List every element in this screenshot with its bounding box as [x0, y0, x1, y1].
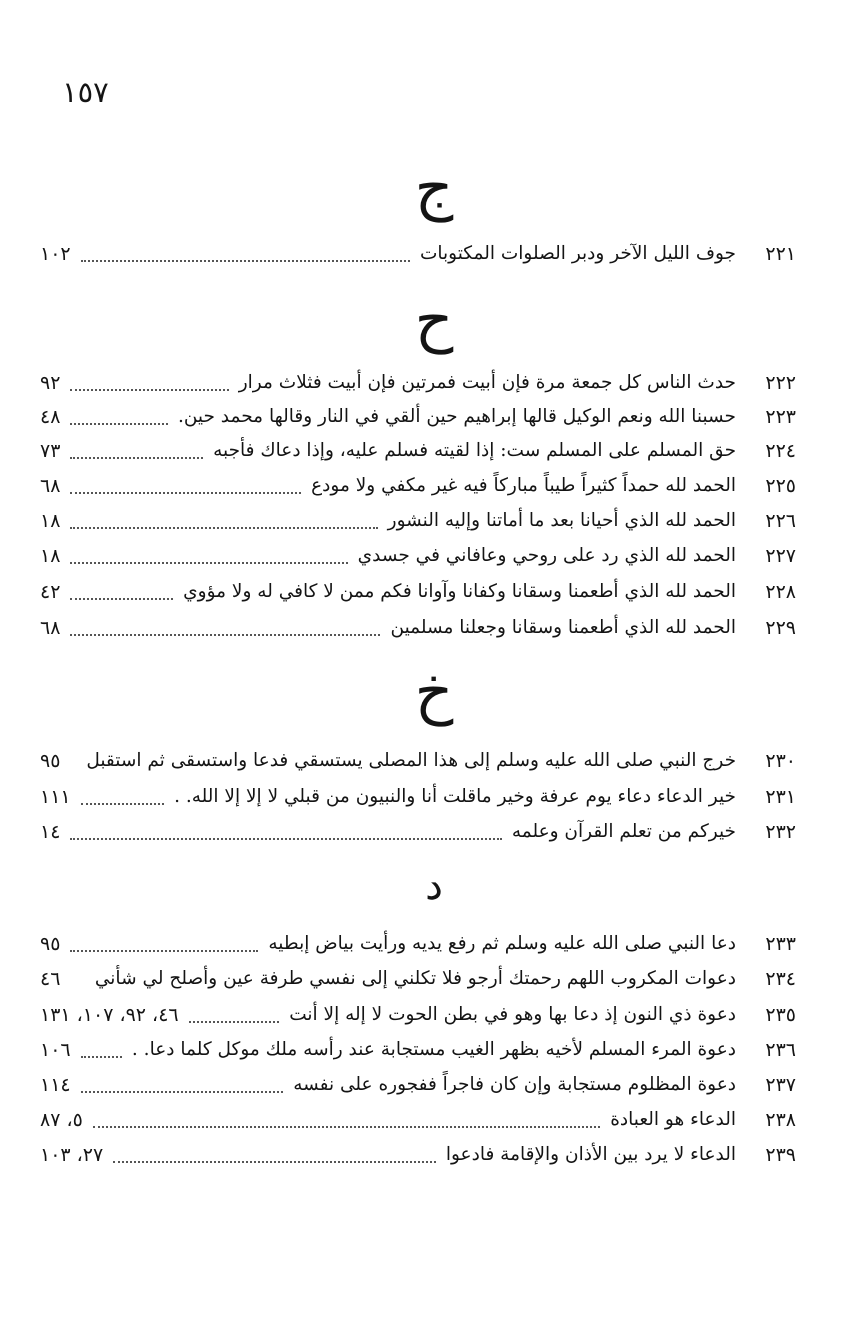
entry-number: ٢٣٥	[765, 1004, 796, 1026]
entry-pages: ٧٣	[40, 440, 61, 462]
entry-pages: ٩٢	[40, 372, 61, 394]
entry-pages: ١٠٦	[40, 1039, 71, 1061]
entry-number: ٢٣٣	[765, 933, 796, 955]
entry-number: ٢٣٧	[765, 1074, 796, 1096]
index-entry	[40, 1068, 796, 1102]
index-entry	[40, 1138, 796, 1172]
index-entry	[40, 815, 796, 849]
dot-leader	[70, 389, 228, 391]
index-entry	[40, 366, 796, 400]
entry-pages: ٢٧، ١٠٣	[40, 1144, 104, 1166]
dot-leader	[70, 598, 173, 600]
entry-text: حدث الناس كل جمعة مرة فإن أبيت فمرتين فإن أبيت فثلاث مرار	[238, 372, 736, 393]
dot-leader	[81, 803, 164, 805]
index-entry	[40, 962, 796, 996]
entry-number: ٢٣٨	[765, 1109, 796, 1131]
entry-text: الدعاء هو العبادة	[610, 1109, 736, 1130]
entry-text: الحمد لله الذي أحيانا بعد ما أماتنا وإليه النشور	[387, 510, 736, 531]
dot-leader	[81, 260, 410, 262]
index-entry	[40, 575, 796, 609]
entry-pages: ٤٦، ٩٢، ١٠٧، ١٣١	[40, 1004, 179, 1026]
section-heading-kha: خ	[414, 657, 454, 727]
entry-number: ٢٣٩	[765, 1144, 796, 1166]
entry-text: حسبنا الله ونعم الوكيل قالها إبراهيم حين ألقي في النار وقالها محمد حين.	[177, 406, 736, 427]
entry-text: خيركم من تعلم القرآن وعلمه	[511, 821, 736, 842]
index-entry	[40, 504, 796, 538]
entry-pages: ٩٥	[40, 933, 61, 955]
entry-text: الحمد لله حمداً كثيراً طيباً مباركاً فيه غير مكفي ولا مودع	[311, 475, 736, 496]
dot-leader	[70, 423, 168, 425]
entry-pages: ٥، ٨٧	[40, 1109, 83, 1131]
dot-leader	[70, 634, 380, 636]
entry-number: ٢٢١	[765, 243, 796, 265]
index-entry	[40, 1033, 796, 1067]
section-heading-jim: ج	[414, 153, 454, 223]
dot-leader	[189, 1021, 280, 1023]
index-entry	[40, 998, 796, 1032]
entry-pages: ١٨	[40, 510, 61, 532]
entry-pages: ١٤	[40, 821, 61, 843]
entry-text: جوف الليل الآخر ودبر الصلوات المكتوبات	[419, 243, 736, 264]
entry-pages: ٦٨	[40, 617, 61, 639]
dot-leader	[113, 1161, 436, 1163]
index-entry	[40, 744, 796, 778]
entry-number: ٢٢٩	[765, 617, 796, 639]
dot-leader	[70, 562, 347, 564]
index-entry	[40, 780, 796, 814]
entry-number: ٢٢٦	[765, 510, 796, 532]
index-entry	[40, 469, 796, 503]
entry-text: دعوة المرء المسلم لأخيه بظهر الغيب مستجابة عند رأسه ملك موكل كلما دعا. .	[131, 1039, 736, 1060]
entry-number: ٢٢٣	[765, 406, 796, 428]
index-entry	[40, 400, 796, 434]
entry-number: ٢٣١	[765, 786, 796, 808]
entry-text: الدعاء لا يرد بين الأذان والإقامة فادعوا	[445, 1144, 736, 1165]
dot-leader	[81, 1091, 284, 1093]
entry-number: ٢٢٥	[765, 475, 796, 497]
entry-pages: ٤٦	[40, 968, 61, 990]
dot-leader	[70, 492, 301, 494]
dot-leader	[70, 527, 377, 529]
entry-number: ٢٣٤	[765, 968, 796, 990]
entry-pages: ١١١	[40, 786, 71, 808]
entry-pages: ٤٢	[40, 581, 61, 603]
entry-text: خرج النبي صلى الله عليه وسلم إلى هذا المصلى يستسقي فدعا واستسقى ثم استقبل	[86, 750, 736, 771]
entry-number: ٢٢٧	[765, 545, 796, 567]
entry-pages: ١٠٢	[40, 243, 71, 265]
index-entry	[40, 927, 796, 961]
index-entry	[40, 539, 796, 573]
index-entry	[40, 237, 796, 271]
dot-leader	[81, 1056, 122, 1058]
entry-pages: ٩٥	[40, 750, 61, 772]
entry-number: ٢٣٦	[765, 1039, 796, 1061]
entry-text: الحمد لله الذي رد على روحي وعافاني في جسدي	[357, 545, 736, 566]
index-entry	[40, 611, 796, 645]
entry-text: دعا النبي صلى الله عليه وسلم ثم رفع يديه ورأيت بياض إبطيه	[268, 933, 736, 954]
entry-text: دعوة المظلوم مستجابة وإن كان فاجراً ففجوره على نفسه	[293, 1074, 736, 1095]
dot-leader	[70, 838, 501, 840]
entry-pages: ٦٨	[40, 475, 61, 497]
index-entry	[40, 1103, 796, 1137]
entry-pages: ٤٨	[40, 406, 61, 428]
entry-text: الحمد لله الذي أطعمنا وسقانا وكفانا وآوانا فكم ممن لا كافي له ولا مؤوي	[183, 581, 736, 602]
entry-text: الحمد لله الذي أطعمنا وسقانا وجعلنا مسلمين	[390, 617, 736, 638]
entry-text: دعوات المكروب اللهم رحمتك أرجو فلا تكلني إلى نفسي طرفة عين وأصلح لي شأني	[94, 968, 736, 989]
section-heading-ha: ح	[414, 285, 454, 355]
entry-number: ٢٢٨	[765, 581, 796, 603]
dot-leader	[93, 1126, 600, 1128]
dot-leader	[70, 950, 258, 952]
entry-text: دعوة ذي النون إذ دعا بها وهو في بطن الحوت لا إله إلا أنت	[289, 1004, 736, 1025]
dot-leader	[70, 457, 203, 459]
entry-pages: ١٨	[40, 545, 61, 567]
index-entry	[40, 434, 796, 468]
entry-number: ٢٢٤	[765, 440, 796, 462]
page-number: ١٥٧	[62, 75, 109, 109]
entry-text: خير الدعاء دعاء يوم عرفة وخير ماقلت أنا والنبيون من قبلي لا إلا إلا الله. .	[174, 786, 736, 807]
entry-number: ٢٣٠	[765, 750, 796, 772]
entry-pages: ١١٤	[40, 1074, 71, 1096]
entry-number: ٢٢٢	[765, 372, 796, 394]
section-heading-dal: د	[425, 863, 443, 909]
entry-text: حق المسلم على المسلم ست: إذا لقيته فسلم عليه، وإذا دعاك فأجبه	[213, 440, 736, 461]
entry-number: ٢٣٢	[765, 821, 796, 843]
